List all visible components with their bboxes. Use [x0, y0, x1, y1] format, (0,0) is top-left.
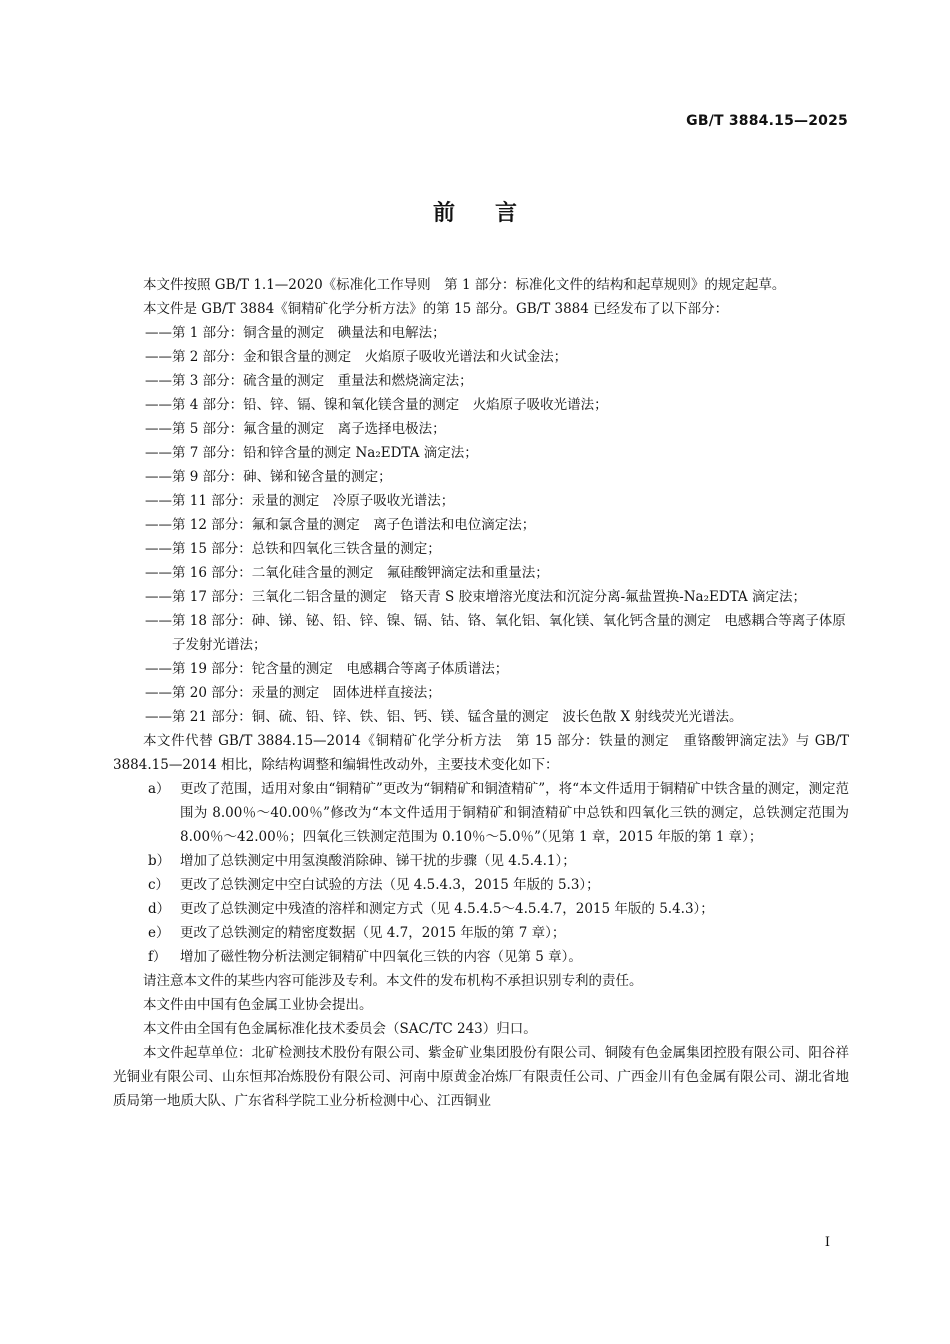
paragraph-series-intro: 本文件是 GB/T 3884《铜精矿化学分析方法》的第 15 部分。GB/T 3884 已经发布了以下部分：	[143, 301, 729, 317]
dash-mark: ——	[145, 661, 172, 677]
dash-mark: ——	[145, 565, 172, 581]
change-label: f）	[148, 949, 167, 965]
dash-mark: ——	[145, 517, 172, 533]
list-item-text: 第 4 部分：铅、锌、镉、镍和氧化镁含量的测定 火焰原子吸收光谱法；	[172, 397, 608, 413]
dash-mark: ——	[145, 349, 172, 365]
list-item	[115, 345, 849, 369]
list-item	[115, 393, 849, 417]
list-item	[115, 681, 849, 705]
dash-mark: ——	[145, 325, 172, 341]
list-item-text: 第 3 部分：硫含量的测定 重量法和燃烧滴定法；	[172, 373, 473, 389]
list-item	[115, 465, 849, 489]
list-item	[115, 417, 849, 441]
change-text: 增加了总铁测定中用氢溴酸消除砷、锑干扰的步骤（见 4.5.4.1）；	[180, 853, 576, 869]
paragraph-replaces: 本文件代替 GB/T 3884.15—2014《铜精矿化学分析方法 第 15 部分：铁量的测定 重铬酸钾滴定法》与 GB/T 3884.15—2014 相比，除结构调整和编辑性改动外，主要技术变化如下：	[113, 733, 849, 773]
change-label: d）	[148, 901, 171, 917]
dash-mark: ——	[145, 685, 172, 701]
change-text: 更改了总铁测定中空白试验的方法（见 4.5.4.3，2015 年版的 5.3）；	[180, 877, 600, 893]
list-item-text: 第 18 部分：砷、锑、铋、铅、锌、镍、镉、钴、铬、氧化铝、氧化镁、氧化钙含量的测定 电感耦合等离子体原子发射光谱法；	[172, 613, 846, 653]
list-item-text: 第 9 部分：砷、锑和铋含量的测定；	[172, 469, 392, 485]
list-item-text: 第 17 部分：三氧化二铝含量的测定 铬天青 S 胶束增溶光度法和沉淀分离-氟盐置换-Na₂EDTA 滴定法；	[172, 589, 806, 605]
document-id: GB/T 3884.15—2025	[686, 113, 848, 129]
change-label: e）	[148, 925, 170, 941]
list-item	[115, 369, 849, 393]
change-label: b）	[148, 853, 171, 869]
paragraph-patent-notice: 请注意本文件的某些内容可能涉及专利。本文件的发布机构不承担识别专利的责任。	[143, 973, 643, 989]
list-item-text: 第 12 部分：氟和氯含量的测定 离子色谱法和电位滴定法；	[172, 517, 536, 533]
list-item	[115, 561, 849, 585]
dash-mark: ——	[145, 397, 172, 413]
list-item	[115, 657, 849, 681]
change-text: 更改了范围，适用对象由“铜精矿”更改为“铜精矿和铜渣精矿”，将“本文件适用于铜精矿中铁含量的测定，测定范围为 8.00％～40.00％”修改为“本文件适用于铜精矿和铜渣精矿中总铁和四氧化三铁的测定，总铁测定范围为 8.00％～42.00％；四氧化三铁测定范围为 0.10％～5.0％”（见第 1 章，2015 年版的第 1 章）；	[180, 781, 850, 845]
dash-mark: ——	[145, 541, 172, 557]
change-item	[113, 849, 849, 873]
change-item	[113, 897, 849, 921]
list-item-text: 第 7 部分：铅和锌含量的测定 Na₂EDTA 滴定法；	[172, 445, 478, 461]
change-text: 增加了磁性物分析法测定铜精矿中四氧化三铁的内容（见第 5 章）。	[180, 949, 582, 965]
list-item-text: 第 20 部分：汞量的测定 固体进样直接法；	[172, 685, 441, 701]
changes-list	[113, 777, 849, 969]
dash-mark: ——	[145, 589, 172, 605]
dash-mark: ——	[145, 421, 172, 437]
paragraph-proposer: 本文件由中国有色金属工业协会提出。	[143, 997, 373, 1013]
list-item	[115, 537, 849, 561]
dash-mark: ——	[145, 373, 172, 389]
list-item	[115, 321, 849, 345]
list-item-text: 第 19 部分：铊含量的测定 电感耦合等离子体质谱法；	[172, 661, 509, 677]
list-item	[115, 705, 849, 729]
change-label: a）	[148, 781, 170, 797]
paragraph-drafting-rules: 本文件按照 GB/T 1.1—2020《标准化工作导则 第 1 部分：标准化文件的结构和起草规则》的规定起草。	[143, 277, 786, 293]
list-item-text: 第 21 部分：铜、硫、铅、锌、铁、铝、钙、镁、锰含量的测定 波长色散 X 射线荧光光谱法。	[172, 709, 743, 725]
list-item-text: 第 15 部分：总铁和四氧化三铁含量的测定；	[172, 541, 441, 557]
dash-mark: ——	[145, 445, 172, 461]
list-item	[115, 585, 849, 609]
list-item	[115, 489, 849, 513]
parts-list	[113, 321, 849, 729]
change-item	[113, 777, 849, 849]
dash-mark: ——	[145, 469, 172, 485]
dash-mark: ——	[145, 493, 172, 509]
dash-mark: ——	[145, 613, 172, 629]
list-item-text: 第 5 部分：氟含量的测定 离子选择电极法；	[172, 421, 446, 437]
paragraph-drafting-units: 本文件起草单位：北矿检测技术股份有限公司、紫金矿业集团股份有限公司、铜陵有色金属集团控股有限公司、阳谷祥光铜业有限公司、山东恒邦冶炼股份有限公司、河南中原黄金冶炼厂有限责任公司、广西金川有色金属有限公司、湖北省地质局第一地质大队、广东省科学院工业分析检测中心、江西铜业	[113, 1045, 849, 1109]
list-item	[115, 513, 849, 537]
page-title: 前言	[432, 201, 557, 226]
list-item-text: 第 16 部分：二氧化硅含量的测定 氟硅酸钾滴定法和重量法；	[172, 565, 549, 581]
list-item	[115, 441, 849, 465]
list-item-text: 第 11 部分：汞量的测定 冷原子吸收光谱法；	[172, 493, 455, 509]
page-number: I	[824, 1235, 830, 1250]
dash-mark: ——	[145, 709, 172, 725]
document-body	[113, 273, 849, 1113]
paragraph-committee: 本文件由全国有色金属标准化技术委员会（SAC/TC 243）归口。	[143, 1021, 537, 1037]
change-item	[113, 921, 849, 945]
change-text: 更改了总铁测定中残渣的溶样和测定方式（见 4.5.4.5～4.5.4.7，2015 年版的 5.4.3）；	[180, 901, 714, 917]
change-label: c）	[148, 877, 170, 893]
change-item	[113, 873, 849, 897]
change-text: 更改了总铁测定的精密度数据（见 4.7，2015 年版的第 7 章）；	[180, 925, 566, 941]
list-item-text: 第 2 部分：金和银含量的测定 火焰原子吸收光谱法和火试金法；	[172, 349, 568, 365]
list-item-text: 第 1 部分：铜含量的测定 碘量法和电解法；	[172, 325, 446, 341]
list-item	[115, 609, 849, 657]
change-item	[113, 945, 849, 969]
